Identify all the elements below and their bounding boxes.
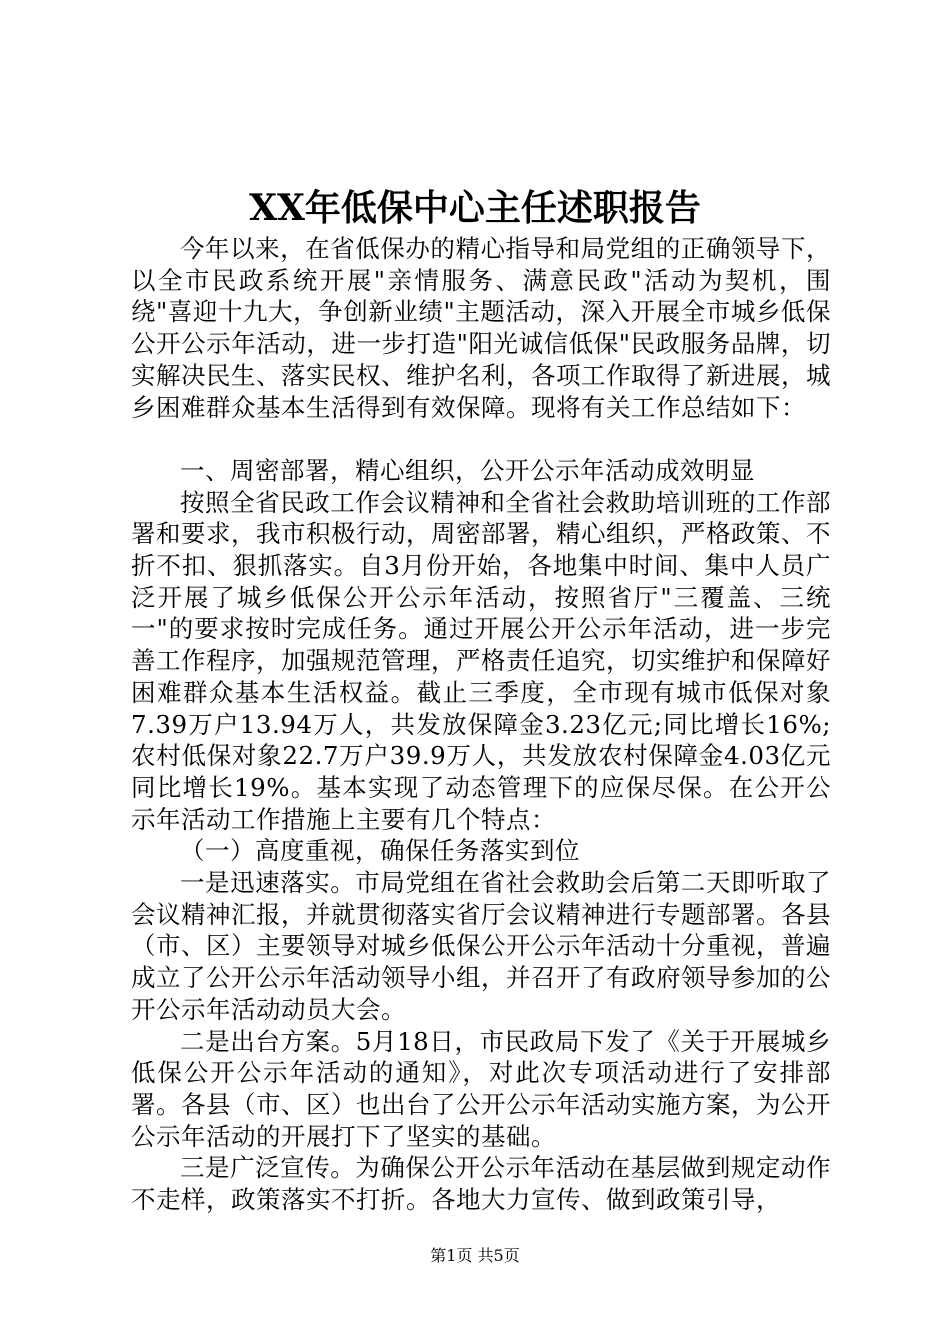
- paragraph-point-3: 三是广泛宣传。为确保公开公示年活动在基层做到规定动作不走样，政策落实不打折。各地大力宣传、做到政策引导，: [131, 1153, 831, 1215]
- paragraph-intro: 今年以来，在省低保办的精心指导和局党组的正确领导下，以全市民政系统开展"亲情服务、满意民政"活动为契机，围绕"喜迎十九大，争创新业绩"主题活动，深入开展全市城乡低保公开公示年活动，进一步打造"阳光诚信低保"民政服务品牌，切实解决民生、落实民权、维护名利，各项工作取得了新进展，城乡困难群众基本生活得到有效保障。现将有关工作总结如下：: [131, 234, 831, 422]
- paragraph-section-1: 按照全省民政工作会议精神和全省社会救助培训班的工作部署和要求，我市积极行动，周密部署，精心组织，严格政策、不折不扣、狠抓落实。自3月份开始，各地集中时间、集中人员广泛开展了城乡低保公开公示年活动，按照省厅"三覆盖、三统一"的要求按时完成任务。通过开展公开公示年活动，进一步完善工作程序，加强规范管理，严格责任追究，切实维护和保障好困难群众基本生活权益。截止三季度，全市现有城市低保对象7.39万户13.94万人，共发放保障金3.23亿元;同比增长16%;农村低保对象22.7万户39.9万人，共发放农村保障金4.03亿元同比增长19%。基本实现了动态管理下的应保尽保。在公开公示年活动工作措施上主要有几个特点：: [131, 487, 831, 834]
- page-footer: 第1页 共5页: [430, 1246, 520, 1265]
- section-heading-1: 一、周密部署，精心组织，公开公示年活动成效明显: [180, 455, 755, 485]
- document-title: XX年低保中心主任述职报告: [249, 187, 701, 229]
- paragraph-point-2: 二是出台方案。5月18日，市民政局下发了《关于开展城乡低保公开公示年活动的通知》，对此次专项活动进行了安排部署。各县（市、区）也出台了公开公示年活动实施方案，为公开公示年活动的开展打下了坚实的基础。: [131, 1026, 831, 1151]
- paragraph-point-1: 一是迅速落实。市局党组在省社会救助会后第二天即听取了会议精神汇报，并就贯彻落实省厅会议精神进行专题部署。各县（市、区）主要领导对城乡低保公开公示年活动十分重视，普遍成立了公开公示年活动领导小组，并召开了有政府领导参加的公开公示年活动动员大会。: [131, 868, 831, 1024]
- document-body: [131, 233, 831, 1216]
- subsection-heading-1: （一）高度重视，确保任务落实到位: [180, 836, 580, 866]
